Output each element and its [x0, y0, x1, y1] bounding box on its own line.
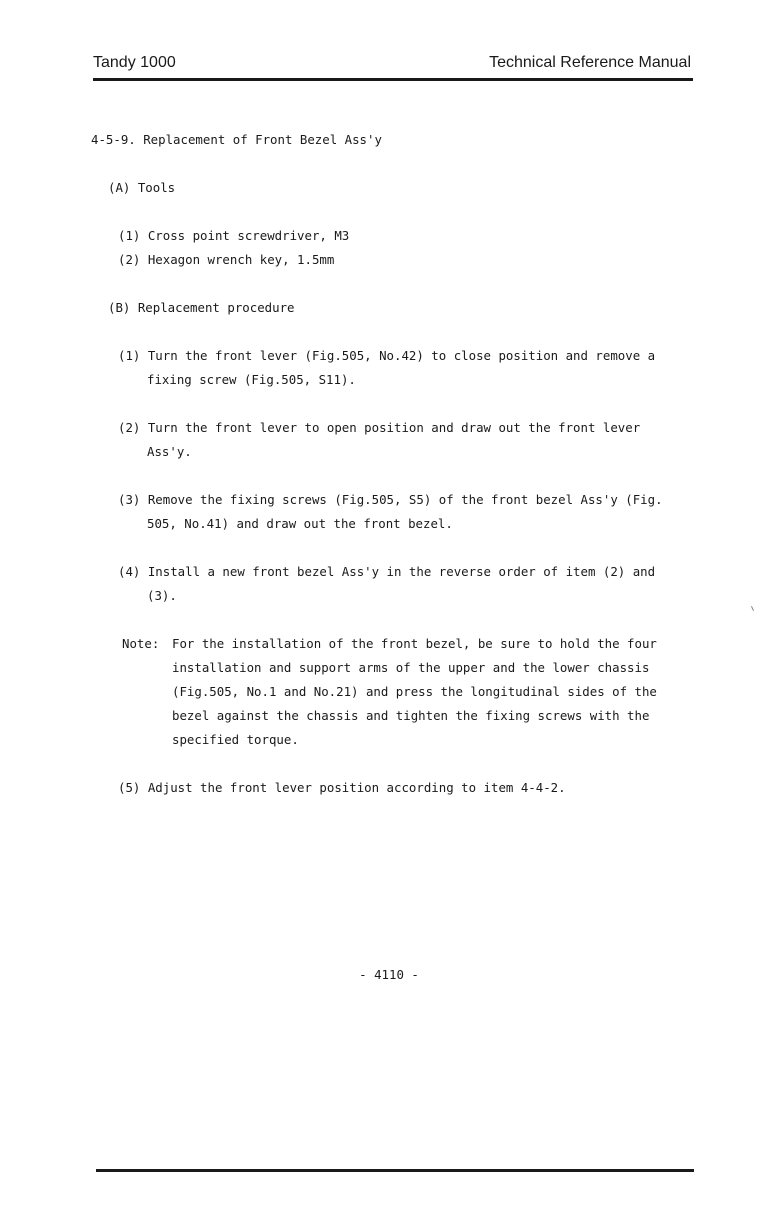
footer-rule: [96, 1169, 694, 1172]
procedure-step-line: Ass'y.: [147, 444, 192, 459]
procedure-step-line: (3).: [147, 588, 177, 603]
note-label: Note:: [122, 636, 160, 651]
tools-label: (A) Tools: [108, 180, 176, 195]
procedure-step-line: (5) Adjust the front lever position according to item 4-4-2.: [118, 780, 566, 795]
section-heading: 4-5-9. Replacement of Front Bezel Ass'y: [91, 132, 382, 147]
tool-item: (1) Cross point screwdriver, M3: [118, 228, 350, 243]
header-product-title: Tandy 1000: [93, 54, 176, 71]
procedure-label: (B) Replacement procedure: [108, 300, 295, 315]
note-line: installation and support arms of the upper and the lower chassis: [172, 660, 650, 675]
procedure-step-line: (1) Turn the front lever (Fig.505, No.42) to close position and remove a: [118, 348, 656, 363]
procedure-step-line: (3) Remove the fixing screws (Fig.505, S5) of the front bezel Ass'y (Fig.: [118, 492, 663, 507]
page-header: [93, 54, 691, 80]
procedure-step-line: 505, No.41) and draw out the front bezel.: [147, 516, 453, 531]
tool-item: (2) Hexagon wrench key, 1.5mm: [118, 252, 335, 267]
header-rule: [93, 78, 693, 81]
scan-speck: [751, 606, 754, 611]
header-manual-title: Technical Reference Manual: [489, 54, 691, 71]
page-number: - 4110 -: [359, 967, 419, 982]
procedure-step-line: fixing screw (Fig.505, S11).: [147, 372, 356, 387]
note-line: specified torque.: [172, 732, 299, 747]
procedure-step-line: (4) Install a new front bezel Ass'y in the reverse order of item (2) and: [118, 564, 656, 579]
note-line: (Fig.505, No.1 and No.21) and press the longitudinal sides of the: [172, 684, 657, 699]
note-line: For the installation of the front bezel, be sure to hold the four: [172, 636, 657, 651]
procedure-step-line: (2) Turn the front lever to open position and draw out the front lever: [118, 420, 641, 435]
note-line: bezel against the chassis and tighten the fixing screws with the: [172, 708, 650, 723]
